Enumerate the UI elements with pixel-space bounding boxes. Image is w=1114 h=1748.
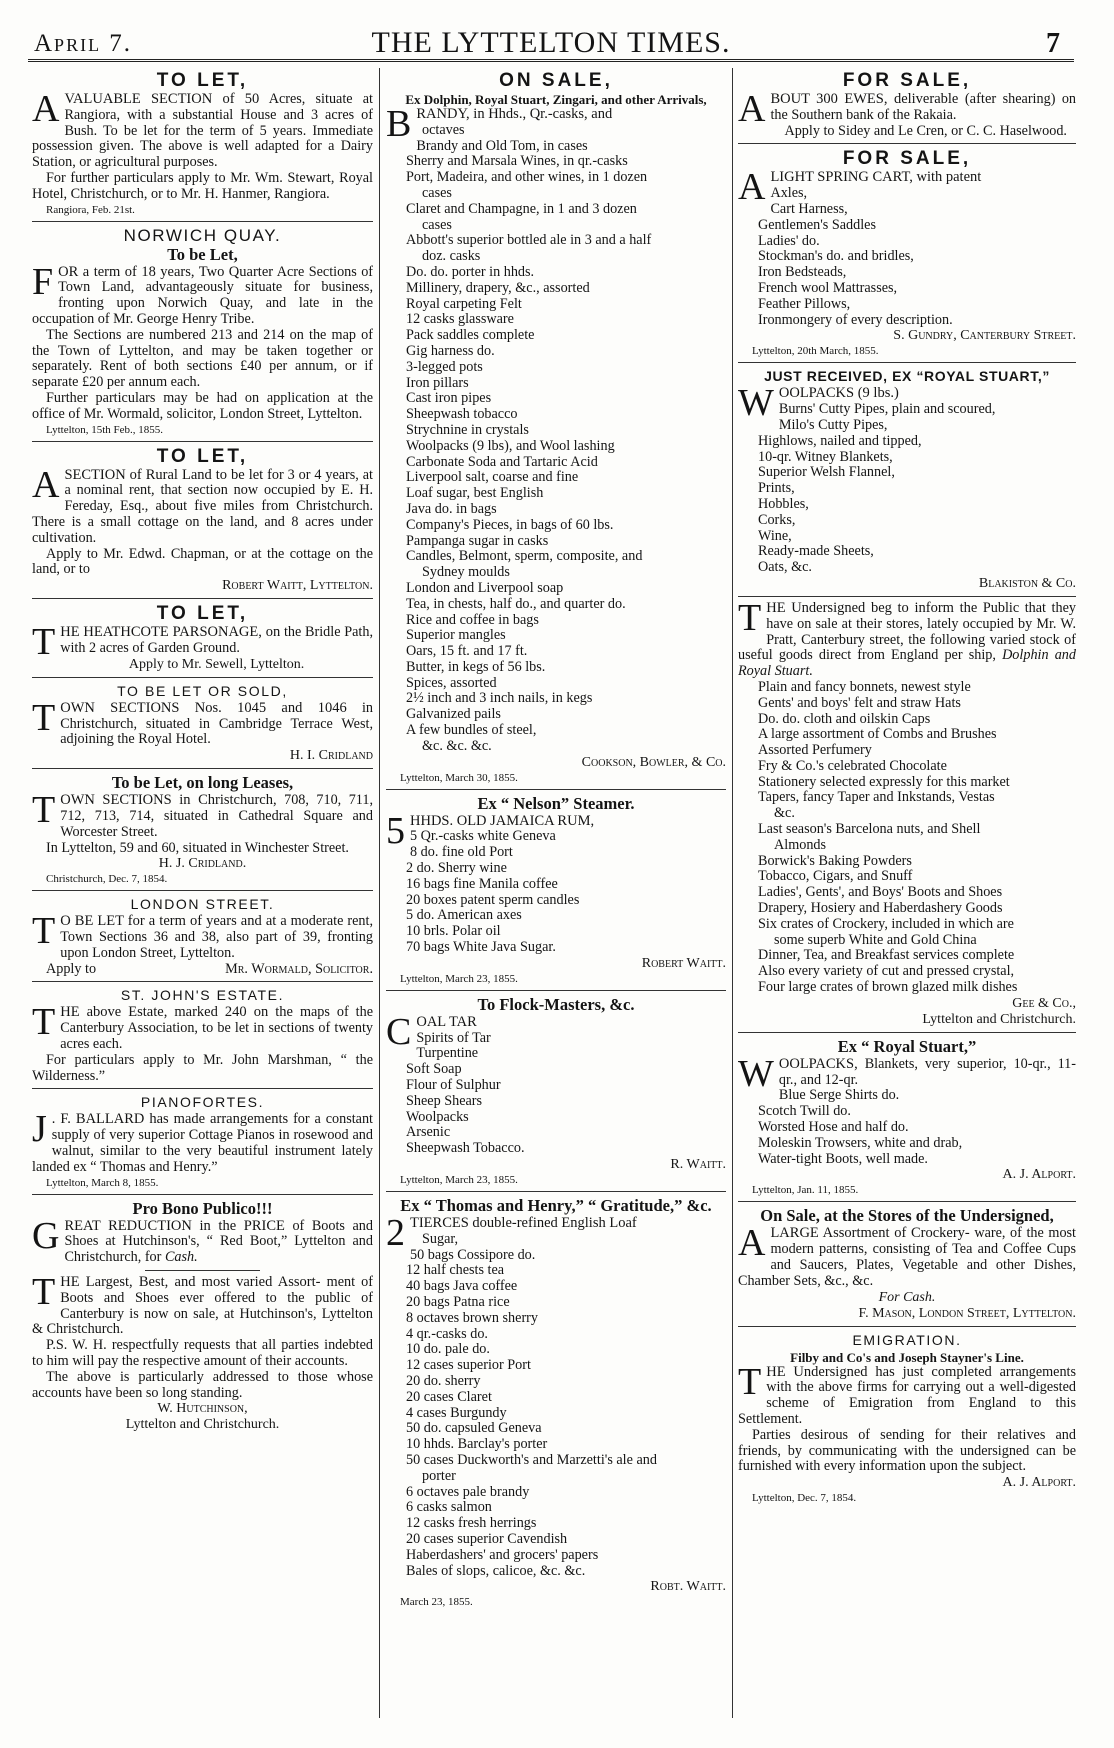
drop-cap: T — [32, 910, 56, 953]
list-item: Almonds — [774, 836, 827, 853]
column-divider — [732, 68, 733, 1718]
advert-lead: OR a term of 18 years, Two Quarter — [58, 263, 274, 280]
list-item: Sherry and Marsala Wines, in qr.-casks — [406, 153, 628, 170]
column-divider — [379, 68, 380, 1718]
advert-signature: A. J. Alport. — [1002, 1167, 1076, 1183]
drop-cap: C — [386, 1010, 412, 1053]
list-item: some superb White and Gold China — [774, 931, 977, 948]
list-item: 20 bags Patna rice — [406, 1294, 510, 1310]
advert-body: P.S. W. H. respectfully requests that all parties indebted to him will pay the respective amount of their accounts. — [32, 1337, 373, 1370]
list-item: Cast iron pipes — [406, 390, 492, 407]
advert-royal-stuart — [738, 1037, 1076, 1198]
list-item: doz. casks — [422, 248, 481, 265]
list-item: Sugar, — [422, 1230, 459, 1247]
list-item: Blue Serge Shirts do. — [778, 1087, 900, 1104]
advert-signature: Blakiston & Co. — [978, 575, 1076, 591]
advert-signature: Robert Waitt, Lyttelton. — [222, 578, 373, 594]
advert-body: Parties desirous of sending for their relatives and friends, by communicating with the undersigned can be furnished with every information upon the subject. — [738, 1426, 1076, 1475]
column-1 — [32, 70, 373, 1433]
list-item: French wool Mattrasses, — [758, 279, 898, 296]
drop-cap: A — [738, 166, 766, 209]
advert-heading: NORWICH QUAY. — [123, 225, 282, 245]
drop-cap: A — [738, 1222, 766, 1265]
list-item: Soft Soap — [406, 1061, 462, 1078]
list-item: Spices, assorted — [406, 674, 497, 691]
list-item: Rice and coffee in bags — [406, 611, 539, 628]
list-item: Stockman's do. and bridles, — [758, 248, 914, 265]
list-item: Dinner, Tea, and Breakfast services complete — [758, 947, 1015, 964]
advert-lead: OAL TAR — [416, 1013, 477, 1030]
advert-heading: Ex “ Royal Stuart,” — [837, 1036, 977, 1056]
list-item: Java do. in bags — [406, 500, 497, 517]
advert-lead: RANDY, in Hhds., Qr.-casks, and — [416, 106, 613, 122]
list-item: Ready-made Sheets, — [758, 543, 874, 560]
advert-subheading: Filby and Co's and Joseph Stayner's Line. — [790, 1349, 1024, 1365]
advert-body: Acre Sections of Town Land, advantageously situate for business, fronting upon Norwich Quay, and late in the occupation of Mr. George Henry Tribe. — [32, 263, 373, 327]
list-item: Turpentine — [416, 1045, 479, 1062]
advert-body: maps of the Canterbury Association, to be let in sections of twenty acres each. — [60, 1004, 373, 1053]
list-item: Corks, — [758, 511, 796, 528]
advert-signature: W. Hutchinson, — [157, 1401, 248, 1417]
list-item: Milo's Cutty Pipes, — [778, 416, 888, 433]
list-item: Axles, — [770, 185, 808, 202]
drop-cap: T — [32, 789, 56, 832]
drop-cap: G — [32, 1214, 60, 1257]
advert-signature: H. J. Cridland. — [158, 856, 247, 872]
list-item: Drapery, Hosiery and Haberdashery Goods — [758, 900, 1003, 917]
advert-heading: PIANOFORTES. — [140, 1094, 265, 1111]
advert-lead: SECTION of Rural Land to be let — [64, 466, 264, 483]
list-item: Woolpacks — [406, 1108, 469, 1125]
advert-crockery — [738, 1206, 1076, 1321]
drop-cap: T — [738, 1360, 762, 1403]
list-item: 4 cases Burgundy — [406, 1404, 507, 1421]
advert-date: Lyttelton, 20th March, 1855. — [752, 345, 879, 358]
advert-heading: TO LET, — [156, 70, 249, 91]
list-item: 16 bags fine Manila coffee — [406, 875, 558, 892]
advert-date: Lyttelton, March 8, 1855. — [46, 1176, 159, 1189]
advert-rural-land — [32, 446, 373, 595]
list-item: Sheepwash Tobacco. — [406, 1140, 525, 1157]
advert-body: the Bridle Path, with 2 acres of Garden Ground. — [60, 624, 373, 656]
advert-body: a moderate rent, Town Sections 36 and 38, also part of 39, fronting upon London Street, Lyttelton. — [60, 913, 373, 961]
advert-to-be-let-or-sold — [32, 682, 373, 764]
advert-on-sale-brandy — [386, 70, 726, 785]
list-item: 12 half chests tea — [406, 1262, 505, 1279]
advert-pro-bono-publico — [32, 1199, 373, 1434]
advert-pianofortes — [32, 1093, 373, 1189]
drop-cap: T — [32, 1271, 56, 1314]
drop-cap: W — [738, 382, 774, 425]
advert-lead: LARGE Assortment of Crockery- — [770, 1225, 970, 1242]
list-item: 50 bags Cossipore do. — [410, 1246, 536, 1263]
advert-date: Lyttelton, March 23, 1855. — [400, 1174, 518, 1187]
advert-body: for a constant supply of very superior Cottage Pianos in rosewood and walnut, similar to the very beautiful instrument lately landed ex “ Thomas and Henry.” — [32, 1111, 373, 1175]
list-item: Liverpool salt, coarse and fine — [406, 469, 579, 486]
advert-body: Apply to Sidey and Le Cren, or C. C. Haselwood. — [784, 122, 1067, 139]
list-item: Four large crates of brown glazed milk dishes — [758, 979, 1018, 996]
advert-heading: To Flock-Masters, &c. — [477, 994, 635, 1014]
list-item: 12 casks glassware — [406, 311, 514, 328]
advert-lead: VALUABLE SECTION of 50 — [64, 91, 260, 107]
list-item: Iron pillars — [406, 374, 469, 391]
advert-body: arrangements with the above firms for carrying out a well-digested scheme of Emigration from England to this Settlement. — [738, 1363, 1076, 1427]
list-item: 10-qr. Witney Blankets, — [758, 448, 893, 465]
advert-date: Rangiora, Feb. 21st. — [46, 203, 135, 216]
list-item: Moleskin Trowsers, white and drab, — [758, 1134, 963, 1151]
page-number: 7 — [1046, 28, 1060, 59]
advert-date: March 23, 1855. — [400, 1596, 473, 1609]
list-item: Butter, in kegs of 56 lbs. — [406, 658, 546, 675]
drop-cap: T — [32, 1001, 56, 1044]
list-item: Sydney moulds — [422, 564, 510, 581]
list-item: 20 do. sherry — [406, 1372, 481, 1389]
list-item: Claret and Champagne, in 1 and 3 dozen — [406, 200, 637, 217]
advert-body: Apply to Mr. Edwd. Chapman, or at the cottage on the land, or to — [32, 545, 373, 578]
list-item: porter — [422, 1467, 456, 1484]
list-item: 12 casks fresh herrings — [406, 1515, 537, 1532]
advert-lead: LIGHT SPRING CART, with patent — [770, 169, 982, 186]
advert-body: Dolphin and Royal Stuart. — [738, 647, 1076, 680]
advert-heading: EMIGRATION. — [852, 1331, 962, 1348]
list-item: 70 bags White Java Sugar. — [406, 939, 556, 956]
advert-lead: HHDS. OLD JAMAICA RUM, — [410, 812, 595, 829]
advert-heading: JUST RECEIVED, EX “ROYAL STUART,” — [764, 368, 1050, 385]
advert-heading: FOR SALE, — [842, 70, 972, 91]
drop-cap: B — [386, 103, 412, 145]
list-item: Company's Pieces, in bags of 60 lbs. — [406, 516, 614, 533]
list-item: Hobbles, — [758, 495, 809, 512]
list-item: Bales of slops, calicoe, &c. &c. — [406, 1562, 586, 1579]
list-item: Millinery, drapery, &c., assorted — [406, 279, 590, 296]
list-item: 3-legged pots — [406, 358, 483, 375]
advert-for-sale-spring-cart — [738, 148, 1076, 358]
advert-signature: Robt. Waitt. — [650, 1579, 726, 1595]
advert-item-list — [738, 1088, 1076, 1167]
advert-norwich-quay — [32, 226, 373, 437]
advert-heading: Ex “ Nelson” Steamer. — [477, 793, 635, 813]
list-item: 2 do. Sherry wine — [406, 860, 507, 877]
advert-heading: LONDON STREET. — [130, 896, 275, 913]
advert-body: For particulars apply to Mr. John Marshman, “ the Wilderness.” — [32, 1051, 373, 1084]
advert-signature: Mr. Wormald, Solicitor. — [225, 960, 373, 977]
advert-undersigned-stores — [738, 596, 1076, 1028]
advert-date: Lyttelton, Dec. 7, 1854. — [752, 1492, 857, 1505]
list-item: cases — [422, 184, 452, 201]
list-item: Sheepwash tobacco — [406, 406, 518, 423]
list-item: Galvanized pails — [406, 706, 501, 723]
list-item: A few bundles of steel, — [406, 722, 537, 739]
list-item: Gentlemen's Saddles — [758, 216, 877, 233]
column-3 — [738, 70, 1076, 1505]
list-item: Ironmongery of every description. — [758, 311, 953, 328]
advert-lead: OWN SECTIONS in Christchurch, — [60, 792, 277, 809]
advert-date: Christchurch, Dec. 7, 1854. — [46, 873, 168, 886]
advert-date: Lyttelton, March 23, 1855. — [400, 972, 518, 985]
advert-heading: ST. JOHN'S ESTATE. — [120, 987, 285, 1004]
advert-lead: HE above Estate, marked 240 on the — [60, 1004, 293, 1021]
list-item: Superior Welsh Flannel, — [758, 464, 895, 481]
list-item: Worsted Hose and half do. — [758, 1119, 909, 1136]
list-item: Port, Madeira, and other wines, in 1 dozen — [406, 169, 648, 186]
list-item: Sheep Shears — [406, 1092, 483, 1109]
advert-body: Public that they have on sale at their stores, lately occupied by Mr. W. Pratt, Canterbury street, the following varied stock of useful goods direct from England per ship, — [738, 599, 1076, 664]
advert-signature: Gee & Co., — [1012, 995, 1076, 1011]
advert-lead: HE HEATHCOTE PARSONAGE, on — [60, 624, 281, 641]
advert-lead: HE Undersigned has just completed — [766, 1363, 992, 1380]
drop-cap: T — [738, 596, 762, 639]
advert-item-list — [386, 123, 726, 755]
list-item: &c. &c. &c. — [422, 737, 492, 754]
advert-body: Further particulars may be had on application at the office of Mr. Wormald, solicitor, London Street, Lyttelton. — [32, 389, 373, 422]
list-item: &c. — [774, 805, 795, 822]
advert-body: for 3 or 4 years, at a nominal rent, that section now occupied by E. H. Fereday, Esq., about five miles from Christchurch. There is a small cottage on the land, and 8 acres under cultivation. — [32, 466, 373, 546]
list-item: 10 do. pale do. — [406, 1341, 490, 1358]
advert-lead: REAT REDUCTION in the PRICE — [64, 1217, 285, 1234]
list-item: 50 cases Duckworth's and Marzetti's ale and — [406, 1451, 657, 1468]
list-item: Wine, — [758, 527, 792, 544]
advert-item-list — [738, 186, 1076, 328]
list-item: Tea, in chests, half do., and quarter do. — [406, 595, 626, 612]
list-item: Royal carpeting Felt — [406, 295, 522, 312]
list-item: Pampanga sugar in casks — [406, 532, 549, 549]
newspaper-title: THE LYTTELTON TIMES. — [371, 26, 731, 59]
advert-body: Acres, situate at Rangiora, with a substantial House and 3 acres of Bush. To be let for the term of 5 years. Immediate possession given. The above is well adapted for a Dairy Station, or agricultural purposes. — [32, 91, 373, 171]
advert-body: In Lyttelton, 59 and 60, situated in Winchester Street. — [46, 839, 349, 856]
advert-signature: A. J. Alport. — [1002, 1475, 1076, 1491]
advert-lead: OOLPACKS, — [778, 1055, 858, 1072]
list-item: Six crates of Crockery, included in which are — [758, 915, 1014, 932]
advert-to-let-rangiora — [32, 70, 373, 217]
list-item: Woolpacks (9 lbs), and Wool lashing — [406, 437, 615, 454]
advert-lead: OWN SECTIONS Nos. 1045 and 1046 — [60, 699, 347, 716]
advert-heading: Ex “ Thomas and Henry,” “ Gratitude,” &c. — [400, 1196, 712, 1216]
advert-body: in Christchurch, situated in Cambridge Terrace West, adjoining the Royal Hotel. — [60, 699, 373, 748]
list-item: 8 octaves brown sherry — [406, 1309, 538, 1326]
list-item: 10 hhds. Barclay's porter — [406, 1436, 548, 1453]
advert-body: Blankets, very superior, 10-qr., 11-qr., and 12-qr. — [778, 1055, 1076, 1088]
list-item: 2½ inch and 3 inch nails, in kegs — [406, 690, 593, 707]
list-item: Oats, &c. — [758, 559, 812, 576]
advert-body: The Sections are numbered 213 and 214 on the map of the Town of Lyttelton, and may be taken together or separately. Rent of both sections £40 per annum, or if separate £20 per annum each. — [32, 326, 373, 391]
list-item: Gig harness do. — [406, 342, 495, 359]
advert-lead: OOLPACKS (9 lbs.) — [778, 385, 899, 402]
drop-cap: A — [32, 88, 60, 130]
list-item: A large assortment of Combs and Brushes — [758, 726, 997, 743]
drop-cap: W — [738, 1052, 774, 1095]
list-item: Fry & Co.'s celebrated Chocolate — [758, 757, 947, 774]
advert-nelson-steamer — [386, 794, 726, 986]
advert-lead: HE Largest, Best, and most varied Assort- — [60, 1274, 321, 1291]
advert-just-received — [738, 367, 1076, 592]
list-item: Tapers, fancy Taper and Inkstands, Vestas — [758, 789, 995, 806]
advert-signature: Lyttelton and Christchurch. — [922, 1011, 1076, 1027]
advert-body: The above is particularly addressed to those whose accounts have been so long standing. — [32, 1368, 373, 1401]
list-item: Plain and fancy bonnets, newest style — [758, 678, 971, 695]
list-item: Candles, Belmont, sperm, composite, and — [406, 548, 643, 565]
drop-cap: J — [32, 1108, 47, 1151]
list-item: Ladies', Gents', and Boys' Boots and Shoes — [758, 884, 1003, 901]
advert-body: For Cash. — [878, 1289, 936, 1305]
advert-heathcote-parsonage — [32, 603, 373, 673]
advert-lead: TIERCES double-refined English Loaf — [410, 1215, 637, 1232]
list-item: 12 cases superior Port — [406, 1357, 531, 1374]
advert-body: 708, 710, 711, 712, 713, 714, situated in Cathedral Square and Worcester Street. — [60, 792, 373, 840]
list-item: 8 do. fine old Port — [410, 844, 513, 861]
list-item: Assorted Perfumery — [758, 742, 872, 759]
drop-cap: F — [32, 260, 54, 303]
list-item: Iron Bedsteads, — [758, 264, 847, 281]
list-item: cases — [422, 216, 452, 233]
list-item: Prints, — [758, 480, 795, 497]
column-2 — [386, 70, 726, 1609]
list-item: Spirits of Tar — [416, 1029, 491, 1046]
drop-cap: T — [32, 696, 56, 739]
advert-signature: Robert Waitt. — [641, 955, 726, 971]
advert-body: ware, of the most modern patterns, consisting of Tea and Coffee Cups and Saucers, Plates, Vegetable and other Dishes, Chamber Sets, &c., &c. — [738, 1225, 1076, 1289]
list-item: Scotch Twill do. — [758, 1103, 851, 1120]
advert-body: shearing) on the Southern bank of the Rakaia. — [770, 91, 1076, 123]
list-item: London and Liverpool soap — [406, 579, 564, 596]
advert-item-list — [386, 829, 726, 955]
advert-heading: On Sale, at the Stores of the Undersigned, — [760, 1206, 1054, 1226]
advert-long-leases — [32, 773, 373, 886]
list-item: 5 Qr.-casks white Geneva — [410, 828, 556, 845]
list-item: Water-tight Boots, well made. — [758, 1150, 928, 1167]
advert-signature: F. Mason, London Street, Lyttelton. — [858, 1305, 1076, 1321]
advert-heading: ON SALE, — [499, 70, 613, 91]
advert-date: Lyttelton, March 30, 1855. — [400, 771, 518, 784]
advert-body: For further particulars apply to Mr. Wm. Stewart, Royal Hotel, Christchurch, or to Mr. H. Hanmer, Rangiora. — [32, 169, 373, 202]
list-item: Feather Pillows, — [758, 295, 851, 312]
advert-heading: TO LET, — [156, 603, 249, 625]
list-item: Strychnine in crystals — [406, 421, 529, 438]
list-item: 10 brls. Polar oil — [406, 923, 501, 940]
list-item: 20 cases Claret — [406, 1388, 492, 1405]
list-item: Oars, 15 ft. and 17 ft. — [406, 643, 528, 660]
advert-subheading: To be Let, — [167, 244, 238, 264]
list-item: 4 qr.-casks do. — [406, 1325, 488, 1342]
advert-emigration — [738, 1331, 1076, 1506]
drop-cap: T — [32, 621, 56, 664]
advert-st-johns-estate — [32, 986, 373, 1084]
list-item: Do. do. cloth and oilskin Caps — [758, 710, 931, 727]
advert-heading: TO LET, — [156, 445, 249, 467]
list-item: octaves — [422, 121, 465, 138]
list-item: 20 boxes patent sperm candles — [406, 891, 580, 908]
list-item: Flour of Sulphur — [406, 1077, 501, 1094]
list-item: 6 casks salmon — [406, 1499, 492, 1516]
list-item: Do. do. porter in hhds. — [406, 263, 535, 280]
drop-cap: 5 — [386, 809, 405, 852]
advert-flock-masters — [386, 995, 726, 1187]
advert-item-list — [386, 1031, 726, 1157]
list-item: 5 do. American axes — [406, 907, 522, 924]
advert-lead: BOUT 300 EWES, deliverable (after — [770, 91, 997, 107]
advert-item-list — [386, 1232, 726, 1580]
advert-signature: S. Gundry, Canterbury Street. — [893, 328, 1076, 344]
list-item: Borwick's Baking Powders — [758, 852, 912, 869]
list-item: Carbonate Soda and Tartaric Acid — [406, 453, 598, 470]
masthead — [28, 26, 1074, 62]
advert-subheading: Ex Dolphin, Royal Stuart, Zingari, and other Arrivals, — [405, 92, 707, 107]
list-item: Pack saddles complete — [406, 327, 535, 344]
list-item: Arsenic — [406, 1124, 451, 1141]
list-item: Loaf sugar, best English — [406, 485, 544, 502]
advert-lead: HE Undersigned beg to inform the — [766, 599, 978, 616]
advert-lead: . F. BALLARD has made arrangements — [51, 1111, 289, 1128]
advert-body: of Boots and Shoes at Hutchinson's, “ Red Boot,” Lyttelton and Christchurch, for — [64, 1217, 373, 1266]
list-item: Burns' Cutty Pipes, plain and scoured, — [778, 401, 996, 418]
advert-date: Lyttelton, 15th Feb., 1855. — [46, 423, 164, 436]
advert-signature: R. Waitt. — [670, 1157, 726, 1173]
list-item: 20 cases superior Cavendish — [406, 1530, 568, 1547]
drop-cap: A — [738, 88, 766, 130]
list-item: 50 do. capsuled Geneva — [406, 1420, 542, 1437]
advert-body: Apply to Mr. Sewell, Lyttelton. — [128, 656, 305, 672]
list-item: Last season's Barcelona nuts, and Shell — [758, 821, 981, 838]
advert-heading: To be Let, on long Leases, — [111, 773, 294, 793]
list-item: Abbott's superior bottled ale in 3 and a half — [406, 232, 652, 249]
list-item: Highlows, nailed and tipped, — [758, 432, 922, 449]
advert-signature: Cookson, Bowler, & Co. — [581, 754, 726, 770]
advert-heading: FOR SALE, — [842, 148, 972, 170]
list-item: Tobacco, Cigars, and Snuff — [758, 868, 913, 885]
drop-cap: 2 — [386, 1212, 405, 1255]
advert-signature: H. I. Cridland — [289, 748, 373, 764]
advert-london-street — [32, 895, 373, 977]
drop-cap: A — [32, 463, 60, 506]
advert-thomas-and-henry — [386, 1196, 726, 1609]
advert-heading: TO BE LET OR SOLD, — [117, 682, 288, 699]
issue-date: April 7. — [34, 30, 133, 57]
list-item: Ladies' do. — [758, 232, 820, 249]
advert-apply: Apply to — [46, 960, 97, 977]
list-item: Gents' and boys' felt and straw Hats — [758, 694, 961, 711]
advert-date: Lyttelton, Jan. 11, 1855. — [752, 1184, 859, 1197]
list-item: Haberdashers' and grocers' papers — [406, 1546, 599, 1563]
list-item: Brandy and Old Tom, in cases — [416, 137, 588, 154]
list-item: 6 octaves pale brandy — [406, 1483, 530, 1500]
advert-item-list — [738, 402, 1076, 576]
advert-heading: Pro Bono Publico!!! — [132, 1198, 273, 1218]
list-item: 40 bags Java coffee — [406, 1278, 518, 1295]
advert-item-list — [738, 680, 1076, 996]
list-item: Stationery selected expressly for this market — [758, 773, 1010, 790]
list-item: Cart Harness, — [770, 200, 848, 217]
advert-signature: Lyttelton and Christchurch. — [125, 1417, 280, 1433]
advert-for-sale-ewes — [738, 70, 1076, 139]
advert-body: ment of Boots and Shoes ever offered to the public of Canterbury is now on sale, at Hutchinson's, Lyttelton & Christchurch. — [32, 1274, 373, 1338]
advert-body: Cash. — [164, 1249, 198, 1266]
advert-lead: O BE LET for a term of years and at — [60, 913, 277, 930]
list-item: Also every variety of cut and pressed crystal, — [758, 963, 1015, 980]
list-item: Superior mangles — [406, 627, 506, 644]
